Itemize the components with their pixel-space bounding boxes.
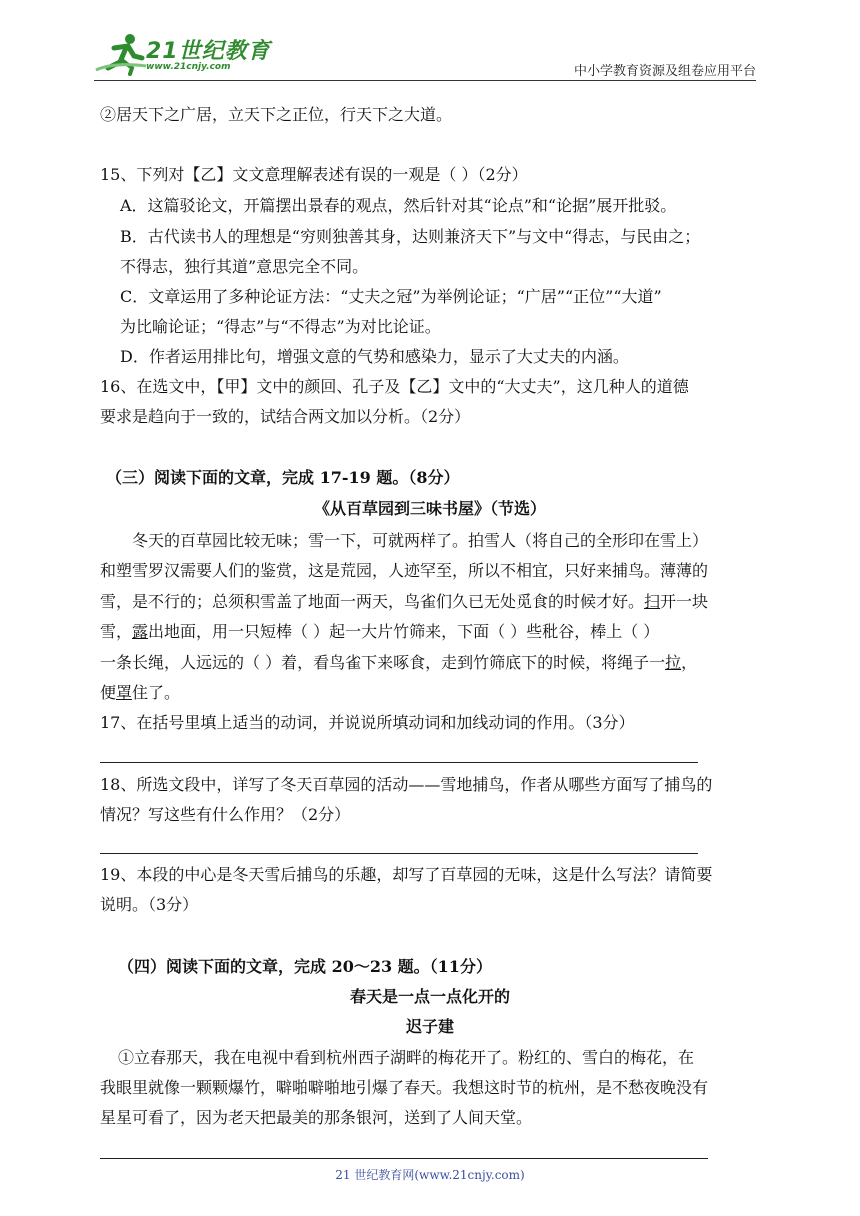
question-15: 15、下列对【乙】文文意理解表述有误的一观是（ ）（2分） xyxy=(100,165,528,184)
question-16-cont: 要求是趋向于一致的，试结合两文加以分析。（2分） xyxy=(100,407,471,426)
question-16: 16、在选文中，【甲】文中的颜回、孔子及【乙】文中的“大丈夫”，这几种人的道德 xyxy=(100,377,689,396)
passage-line: ①立春那天，我在电视中看到杭州西子湖畔的梅花开了。粉红的、雪白的梅花，在 xyxy=(118,1048,695,1067)
answer-line[interactable] xyxy=(100,762,698,763)
passage-text: 便 xyxy=(100,683,117,702)
platform-name: 中小学教育资源及组卷应用平台 xyxy=(573,64,756,79)
answer-line[interactable] xyxy=(100,853,698,854)
underlined-verb: 露 xyxy=(132,622,149,641)
logo-url: www.21cnjy.com xyxy=(146,62,231,72)
option-15b: B．古代读书人的理想是“穷则独善其身，达则兼济天下”与文中“得志，与民由之； xyxy=(120,227,701,246)
question-19: 19、本段的中心是冬天雪后捕鸟的乐趣，却写了百草园的无味，这是什么写法？请简要 xyxy=(100,865,713,884)
passage-text: 一条长绳，人远远的（ ）着，看鸟雀下来啄食，走到竹筛底下的时候，将绳子一 xyxy=(100,653,666,672)
section-3-title: 《从百草园到三味书屋》（节选） xyxy=(313,499,546,518)
option-15c-cont: 为比喻论证；“得志”与“不得志”为对比论证。 xyxy=(120,317,441,336)
logo-text: 21世纪教育 xyxy=(146,39,271,64)
question-19-cont: 说明。（3分） xyxy=(100,895,199,914)
footer-link[interactable]: 21 世纪教育网(www.21cnjy.com) xyxy=(335,1168,525,1182)
passage-text: ， xyxy=(681,653,698,672)
question-18: 18、所选文段中，详写了冬天百草园的活动——雪地捕鸟，作者从哪些方面写了捕鸟的 xyxy=(100,775,713,794)
passage-text: 住了。 xyxy=(132,683,181,702)
underlined-verb: 拉 xyxy=(665,653,682,672)
passage-line: 冬天的百草园比较无味；雪一下，可就两样了。拍雪人（将自己的全形印在雪上） xyxy=(132,531,709,550)
section-3-heading: （三）阅读下面的文章，完成 17-19 题。（8分） xyxy=(106,468,460,487)
passage-text: 开一块 xyxy=(660,592,709,611)
passage-line: 我眼里就像一颗颗爆竹，噼啪噼啪地引爆了春天。我想这时节的杭州，是不愁夜晚没有 xyxy=(100,1078,709,1097)
option-15a: A．这篇驳论文，开篇摆出景春的观点，然后针对其“论点”和“论据”展开批驳。 xyxy=(120,196,677,215)
runner-logo-icon xyxy=(94,32,150,76)
option-15b-cont: 不得志，独行其道”意思完全不同。 xyxy=(120,257,369,276)
text-line: ②居天下之广居，立天下之正位，行天下之大道。 xyxy=(100,105,453,124)
section-4-title: 春天是一点一点化开的 xyxy=(349,987,510,1006)
passage-line xyxy=(100,683,180,703)
passage-text: 出地面，用一只短棒（ ）起一大片竹筛来，下面（ ）些秕谷，棒上（ ） xyxy=(148,622,660,641)
passage-text: 雪， xyxy=(100,622,133,641)
underlined-verb: 罩 xyxy=(116,683,133,702)
underlined-verb: 扫 xyxy=(644,592,661,611)
option-15c: C．文章运用了多种论证方法：“丈夫之冠”为举例论证；“广居”“正位”“大道” xyxy=(120,287,662,306)
passage-line: 和塑雪罗汉需要人们的鉴赏，这是荒园，人迹罕至，所以不相宜，只好来捕鸟。薄薄的 xyxy=(100,561,709,580)
passage-line xyxy=(100,592,708,612)
page-header xyxy=(94,30,756,81)
section-4-author: 迟子建 xyxy=(405,1017,454,1036)
passage-line xyxy=(100,622,659,642)
section-4-heading: （四）阅读下面的文章，完成 20～23 题。（11分） xyxy=(118,957,492,976)
passage-line: 星星可看了，因为老天把最美的那条银河，送到了人间天堂。 xyxy=(100,1108,533,1127)
passage-line xyxy=(100,653,697,673)
question-18-cont: 情况？写这些有什么作用？（2分） xyxy=(100,805,351,824)
question-17: 17、在括号里填上适当的动词，并说说所填动词和加线动词的作用。（3分） xyxy=(100,713,635,732)
passage-text: 雪，是不行的；总须积雪盖了地面一两天，鸟雀们久已无处觅食的时候才好。 xyxy=(100,592,645,611)
site-logo[interactable] xyxy=(94,32,271,76)
option-15d: D．作者运用排比句，增强文意的气势和感染力，显示了大丈夫的内涵。 xyxy=(120,347,629,366)
footer-divider xyxy=(100,1158,708,1159)
